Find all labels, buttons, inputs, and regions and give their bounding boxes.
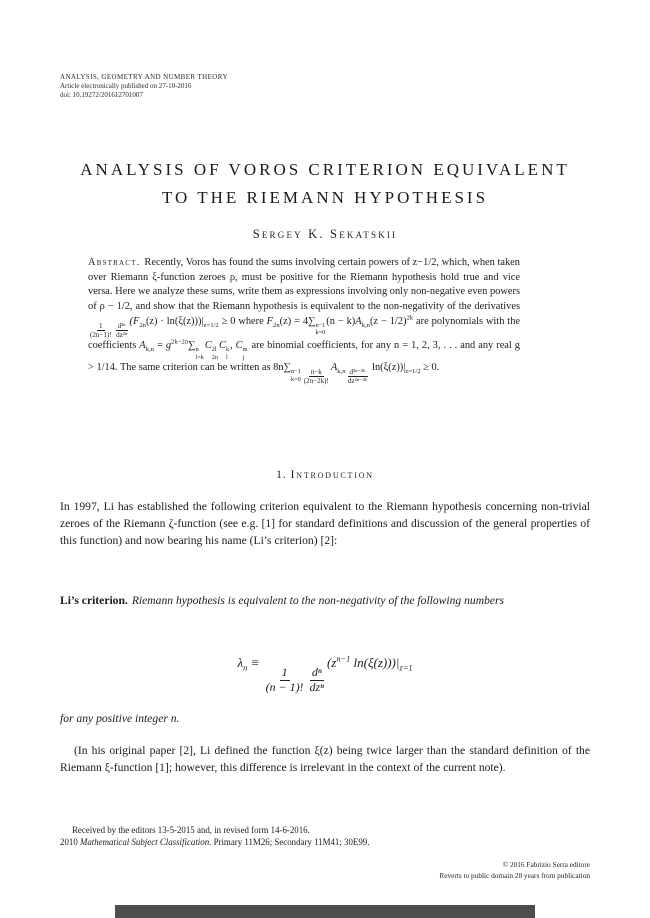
section-number: 1.: [276, 469, 287, 481]
title-line-1: ANALYSIS OF VOROS CRITERION EQUIVALENT: [80, 160, 570, 179]
copyright-line: © 2016 Fabrizio Serra editore: [502, 860, 590, 869]
discussion-paragraph: (In his original paper [2], Li defined the function ξ(z) being twice larger than the standard definition of the Riemann ξ-function [1]; however, this difference is irrelevant in the context of the current note).: [60, 744, 590, 774]
intro-paragraph: In 1997, Li has established the following criterion equivalent to the Riemann hypothesis concerning non-trivial zeroes of the Riemann ζ-function (see e.g. [1] for standard definitions and discussion of the general properties of this function) and now bearing his name (Li’s criterion) [2]:: [60, 500, 590, 547]
imprint: [439, 859, 590, 881]
journal-name: ANALYSIS, GEOMETRY AND NUMBER THEORY: [60, 73, 228, 81]
msc-line: 2010 Mathematical Subject Classification. Primary 11M26; Secondary 11M41; 30E99.: [60, 837, 370, 847]
author-name: Sergey K. Sekatskii: [252, 227, 398, 241]
paper-title: [30, 156, 620, 212]
published-line: Article electronically published on 27-10-2016: [60, 82, 192, 90]
page-separator-bar: [115, 905, 535, 918]
li-criterion-label: Li’s criterion.: [60, 594, 128, 607]
footnotes: [60, 824, 590, 848]
after-equation-text: for any positive integer n.: [60, 712, 180, 725]
abstract-label: Abstract.: [88, 257, 141, 268]
doi-line: doi: 10.19272/201612701007: [60, 91, 143, 99]
li-criterion: [60, 592, 590, 609]
section-heading: [0, 469, 650, 481]
display-equation: $\lambda_n$ ≡ $\frac{1}{(n - 1)!}$ dⁿ dzⁿ ($z^{n-1}$ $\ln(\xi(z)))|_{z=1}$: [237, 654, 413, 694]
abstract-text: Recently, Voros has found the sums involving certain powers of z−1/2, which, when taken over Riemann ξ-function zeroes ρ, must be positive for the Riemann hypothesis hold true and vice versa. Here we analyze these sums, write them as expressions involving only non-negative even powers of ρ − 1/2, and show that the Riemann hypothesis is equivalent to the non-negativity of the derivatives $\frac{1}{(2n-1)!}$ $\frac{\text{d²ⁿ}}{\text{dz²ⁿ}}$ $(F_{2n}(z) \cdot \ln(\xi(z)))|_{z=1/2} \ge 0$ where $F_{2n}(z) = 4\sum$ n−1 k=0 $(n - k)A_{k,n}(z - 1/2)^{2k}$ are polynomials with the coefficients $A_{k,n} = g^{2k-2n}\sum$ n l=k C 2l 2n C k l , C m j are binomial coefficients, for any n = 1, 2, 3, . . . and any real g > 1/14. The same criterion can be written as 8n∑ n−1 k=0 $\frac{n-k}{(2n-2k)!}$ $A_{k,n}$ $\frac{\text{d²ⁿ⁻²ᵏ}}{\text{dz²ⁿ⁻²ᵏ}}$ $\ln(\xi(z))|_{z=1/2} \ge 0$.: [88, 257, 521, 385]
title-line-2: TO THE RIEMANN HYPOTHESIS: [161, 188, 489, 207]
publication-header: [60, 73, 228, 100]
section-title: Introduction: [290, 469, 374, 481]
rights-line: Reverts to public domain 28 years from publication: [439, 871, 590, 880]
abstract: [88, 256, 520, 385]
li-criterion-statement: Riemann hypothesis is equivalent to the non-negativity of the following numbers: [131, 594, 505, 607]
received-line: Received by the editors 13-5-2015 and, in revised form 14-6-2016.: [72, 825, 310, 835]
